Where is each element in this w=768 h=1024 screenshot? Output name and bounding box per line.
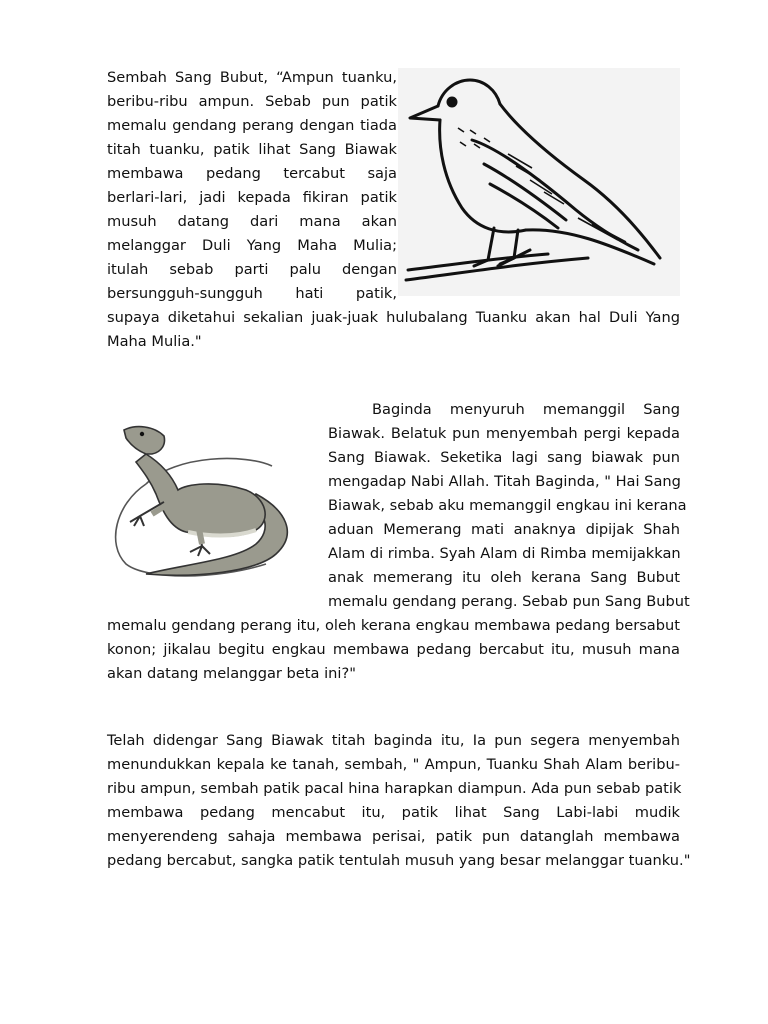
- paragraph-1-line: supaya diketahui sekalian juak-juak hulubalang Tuanku akan hal Duli Yang: [107, 309, 680, 326]
- paragraph-2-line: akan datang melanggar beta ini?": [107, 665, 356, 682]
- paragraph-2-line: memalu gendang perang itu, oleh kerana engkau membawa pedang bersabut: [107, 617, 680, 634]
- paragraph-2-line: Sang Biawak. Seketika lagi sang biawak pun: [328, 449, 680, 466]
- paragraph-2-line: Biawak, sebab aku memanggil engkau ini kerana: [328, 497, 687, 514]
- paragraph-1-line: musuh datang dari mana akan: [107, 213, 397, 230]
- paragraph-2-line: Alam di rimba. Syah Alam di Rimba memijakkan: [328, 545, 681, 562]
- paragraph-1-line: memalu gendang perang dengan tiada: [107, 117, 397, 134]
- paragraph-2-line: aduan Memerang mati anaknya dipijak Shah: [328, 521, 680, 538]
- paragraph-2-line: konon; jikalau begitu engkau membawa pedang bercabut itu, musuh mana: [107, 641, 680, 658]
- bird-drawing: [398, 68, 680, 296]
- bird-illustration: [398, 68, 680, 296]
- paragraph-2-line: Biawak. Belatuk pun menyembah pergi kepada: [328, 425, 680, 442]
- paragraph-1-line: membawa pedang tercabut saja: [107, 165, 397, 182]
- paragraph-1-line: melanggar Duli Yang Maha Mulia;: [107, 237, 397, 254]
- paragraph-2-line: anak memerang itu oleh kerana Sang Bubut: [328, 569, 680, 586]
- paragraph-3-line: menundukkan kepala ke tanah, sembah, " Ampun, Tuanku Shah Alam beribu-: [107, 756, 680, 773]
- paragraph-3-line: menyerendeng sahaja membawa perisai, patik pun datanglah membawa: [107, 828, 680, 845]
- paragraph-3-line: pedang bercabut, sangka patik tentulah musuh yang besar melanggar tuanku.": [107, 852, 691, 869]
- paragraph-1-line: bersungguh-sungguh hati patik,: [107, 285, 397, 302]
- paragraph-1-line: berlari-lari, jadi kepada fikiran patik: [107, 189, 397, 206]
- paragraph-2-line: Baginda menyuruh memanggil Sang: [372, 401, 680, 418]
- paragraph-1-line: itulah sebab parti palu dengan: [107, 261, 397, 278]
- lizard-illustration: [106, 414, 306, 582]
- paragraph-1-line: beribu-ribu ampun. Sebab pun patik: [107, 93, 397, 110]
- paragraph-3-line: ribu ampun, sembah patik pacal hina harapkan diampun. Ada pun sebab patik: [107, 780, 682, 797]
- paragraph-2-line: mengadap Nabi Allah. Titah Baginda, " Hai Sang: [328, 473, 681, 490]
- paragraph-1-line: Sembah Sang Bubut, “Ampun tuanku,: [107, 69, 397, 86]
- paragraph-3-line: Telah didengar Sang Biawak titah baginda itu, Ia pun segera menyembah: [107, 732, 680, 749]
- lizard-drawing: [106, 414, 306, 582]
- paragraph-1-line: titah tuanku, patik lihat Sang Biawak: [107, 141, 397, 158]
- paragraph-2-line: memalu gendang perang. Sebab pun Sang Bubut: [328, 593, 690, 610]
- paragraph-1-line: Maha Mulia.": [107, 333, 202, 350]
- paragraph-3-line: membawa pedang mencabut itu, patik lihat Sang Labi-labi mudik: [107, 804, 680, 821]
